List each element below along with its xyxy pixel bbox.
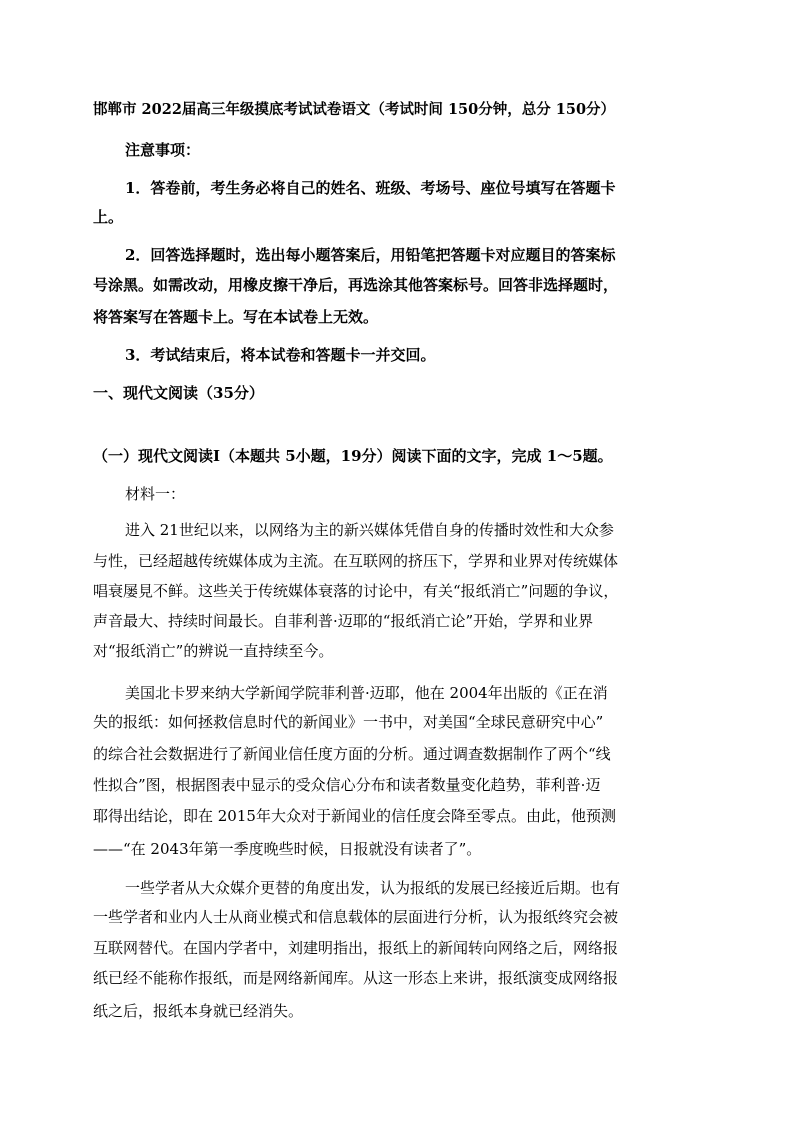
paragraph-2-line-6: ——“在 2043年第一季度晚些时候，日报就没有读者了”。 (93, 840, 482, 858)
paragraph-1-line-4: 声音最大、持续时间最长。自菲利普·迈耶的“报纸消亡论”开始，学界和业界 (93, 612, 594, 630)
notice-item-1-line-1: 1．答卷前，考生务必将自己的姓名、班级、考场号、座位号填写在答题卡 (125, 179, 616, 197)
section-heading-modern-reading: 一、现代文阅读（35分） (93, 384, 264, 402)
notice-item-2-line-1: 2．回答选择题时，选出每小题答案后，用铅笔把答题卡对应题目的答案标 (125, 246, 616, 264)
subsection-heading-reading-1: （一）现代文阅读Ⅰ（本题共 5小题，19分）阅读下面的文字，完成 1～5题。 (93, 447, 613, 465)
paragraph-3-line-4: 纸已经不能称作报纸，而是网络新闻库。从这一形态上来讲，报纸演变成网络报 (93, 969, 619, 987)
paragraph-2-line-2: 失的报纸：如何拯救信息时代的新闻业》一书中，对美国“全球民意研究中心” (93, 713, 604, 731)
paragraph-3-line-3: 互联网替代。在国内学者中，刘建明指出，报纸上的新闻转向网络之后，网络报 (93, 939, 619, 957)
paragraph-2-line-4: 性拟合”图，根据图表中显示的受众信心分布和读者数量变化趋势，菲利普·迈 (93, 776, 601, 794)
exam-title: 邯郸市 2022届高三年级摸底考试试卷语文（考试时间 150分钟，总分 150分） (93, 101, 616, 118)
notice-item-2-line-3: 将答案写在答题卡上。写在本试卷上无效。 (93, 308, 379, 326)
paragraph-2-line-1: 美国北卡罗来纳大学新闻学院菲利普·迈耶，他在 2004年出版的《正在消 (125, 684, 608, 702)
paragraph-1-line-5: 对“报纸消亡”的辨说一直持续至今。 (93, 642, 334, 660)
notice-item-3: 3．考试结束后，将本试卷和答题卡一并交回。 (125, 346, 436, 364)
paragraph-3-line-2: 一些学者和业内人士从商业模式和信息载体的层面进行分析，认为报纸终究会被 (93, 908, 619, 926)
notice-item-1-line-2: 上。 (93, 208, 124, 226)
paragraph-3-line-5: 纸之后，报纸本身就已经消失。 (93, 1002, 304, 1020)
paragraph-1-line-3: 唱衰屡見不鲜。这些关于传统媒体衰落的讨论中，有关“报纸消亡”问题的争议， (93, 582, 619, 600)
paragraph-3-line-1: 一些学者从大众媒介更替的角度出发，认为报纸的发展已经接近后期。也有 (125, 879, 621, 897)
paragraph-1-line-1: 进入 21世纪以来，以网络为主的新兴媒体凭借自身的传播时效性和大众参 (125, 521, 614, 539)
paragraph-1-line-2: 与性，已经超越传统媒体成为主流。在互联网的挤压下，学界和业界对传统媒体 (93, 552, 619, 570)
material-1-label: 材料一： (125, 485, 186, 503)
notice-heading: 注意事项： (125, 141, 201, 159)
paragraph-2-line-5: 耶得出结论，即在 2015年大众对于新闻业的信任度会降至零点。由此，他预测 (93, 807, 616, 825)
notice-item-2-line-2: 号涂黑。如需改动，用橡皮擦干净后，再选涂其他答案标号。回答非选择题时， (93, 276, 619, 294)
paragraph-2-line-3: 的综合社会数据进行了新闻业信任度方面的分析。通过调查数据制作了两个“线 (93, 745, 611, 763)
